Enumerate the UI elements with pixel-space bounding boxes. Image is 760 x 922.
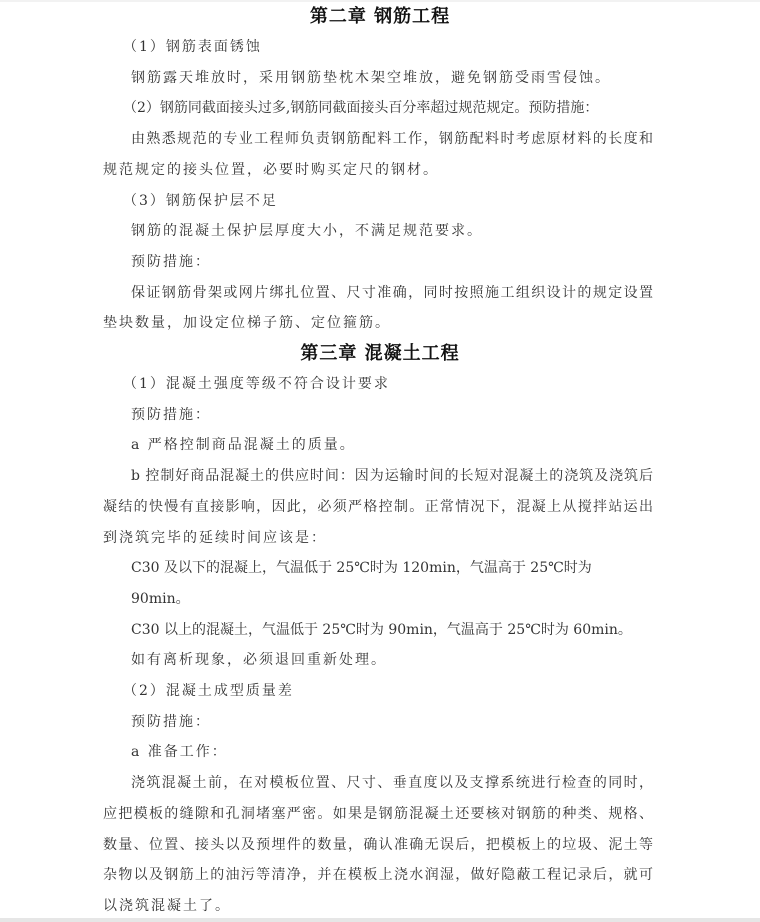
paragraph-line: 钢筋的混凝土保护层厚度大小，不满足规范要求。 bbox=[131, 223, 483, 240]
paragraph-line: 预防措施： bbox=[131, 713, 211, 730]
paragraph-line: 以浇筑混凝土了。 bbox=[103, 897, 231, 914]
section-heading: （2）钢筋同截面接头过多,钢筋同截面接头百分率超过规范规定。预防措施： bbox=[123, 100, 599, 117]
paragraph-line: a 准备工作： bbox=[131, 744, 228, 761]
section-heading: （1）钢筋表面锈蚀 bbox=[123, 39, 262, 55]
chapter-2-title: 第二章 钢筋工程 bbox=[309, 6, 451, 27]
page-bottom-edge bbox=[0, 918, 760, 922]
paragraph-line: 杂物以及钢筋上的油污等清净，并在模板上浇水润湿，做好隐蔽工程记录后，就可 bbox=[103, 867, 653, 884]
section-heading: （3）钢筋保护层不足 bbox=[123, 192, 278, 209]
paragraph-line: b 控制好商品混凝土的供应时间：因为运输时间的长短对混凝土的浇筑及浇筑后 bbox=[131, 468, 653, 485]
paragraph-line: 预防措施： bbox=[131, 406, 211, 423]
paragraph-line: 凝结的快慢有直接影响，因此，必须严格控制。正常情况下，混凝上从搅拌站运出 bbox=[103, 498, 653, 515]
paragraph-line: 应把模板的缝隙和孔洞堵塞严密。如果是钢筋混凝土还要核对钢筋的种类、规格、 bbox=[103, 805, 653, 822]
paragraph-line: 浇筑混凝土前，在对模板位置、尺寸、垂直度以及支撑系统进行检查的同时， bbox=[131, 775, 653, 792]
paragraph-line: 数量、位置、接头以及预埋件的数量，确认准确无误后，把模板上的垃圾、泥土等 bbox=[103, 836, 653, 853]
paragraph-line: 到浇筑完毕的延续时间应该是： bbox=[103, 529, 327, 546]
paragraph-line: 垫块数量，加设定位梯子筋、定位箍筋。 bbox=[103, 315, 391, 332]
chapter-3-title: 第三章 混凝土工程 bbox=[300, 343, 460, 365]
paragraph-line: 保证钢筋骨架或网片绑扎位置、尺寸准确，同时按照施工组织设计的规定设置 bbox=[131, 284, 653, 301]
paragraph-line: 规范规定的接头位置，必要时购买定尺的钢材。 bbox=[103, 161, 439, 178]
paragraph-line: 钢筋露天堆放时，采用钢筋垫枕木架空堆放，避免钢筋受雨雪侵蚀。 bbox=[131, 69, 611, 86]
section-heading: （1）混凝土强度等级不符合设计要求 bbox=[123, 376, 390, 393]
paragraph-line: C30 以上的混凝土，气温低于 25℃时为 90min，气温高于 25℃时为 60min。 bbox=[131, 621, 632, 638]
page-top-edge bbox=[0, 0, 760, 2]
paragraph-line: a 严格控制商品混凝土的质量。 bbox=[131, 437, 356, 454]
section-heading: （2）混凝土成型质量差 bbox=[123, 683, 294, 700]
paragraph-line: 由熟悉规范的专业工程师负责钢筋配料工作，钢筋配料时考虑原材料的长度和 bbox=[131, 131, 653, 148]
paragraph-line: 预防措施： bbox=[131, 253, 211, 270]
paragraph-line: C30 及以下的混凝上，气温低于 25℃时为 120min，气温高于 25℃时为 90min。 bbox=[131, 560, 592, 607]
paragraph-line: 如有离析现象，必须退回重新处理。 bbox=[131, 652, 387, 669]
